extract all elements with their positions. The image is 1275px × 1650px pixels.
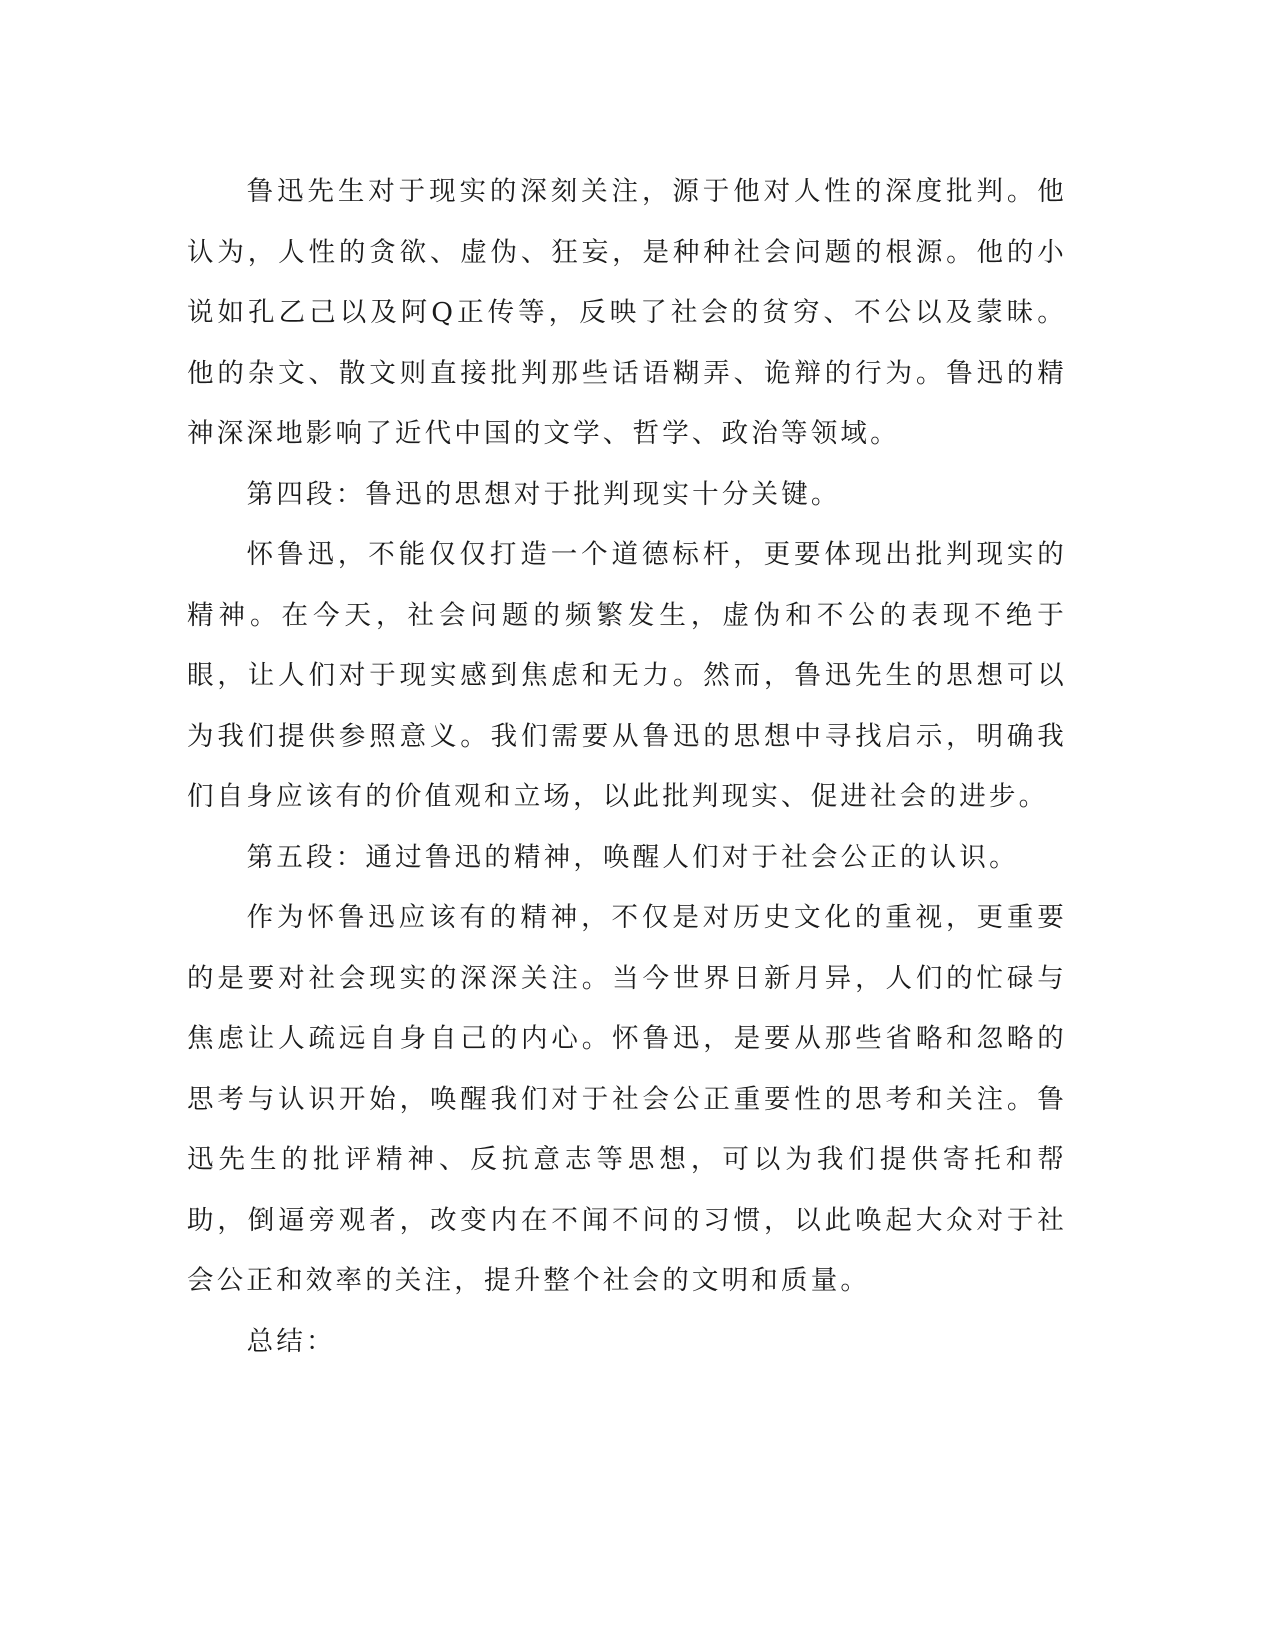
paragraph-criticizing-reality: 怀鲁迅，不能仅仅打造一个道德标杆，更要体现出批判现实的精神。在今天，社会问题的频繁发生，虚伪和不公的表现不绝于眼，让人们对于现实感到焦虑和无力。然而，鲁迅先生的思想可以为我们提供参照意义。我们需要从鲁迅的思想中寻找启示，明确我们自身应该有的价值观和立场，以此批判现实、促进社会的进步。 (187, 539, 1067, 812)
section-heading-4: 第四段：鲁迅的思想对于批判现实十分关键。 (246, 478, 841, 510)
summary-heading: 总结： (246, 1325, 336, 1357)
section-heading-5: 第五段：通过鲁迅的精神，唤醒人们对于社会公正的认识。 (246, 841, 1019, 873)
paragraph-social-justice: 作为怀鲁迅应该有的精神，不仅是对历史文化的重视，更重要的是要对社会现实的深深关注。当今世界日新月异，人们的忙碌与焦虑让人疏远自身自己的内心。怀鲁迅，是要从那些省略和忽略的思考与认识开始，唤醒我们对于社会公正重要性的思考和关注。鲁迅先生的批评精神、反抗意志等思想，可以为我们提供寄托和帮助，倒逼旁观者，改变内在不闻不问的习惯，以此唤起大众对于社会公正和效率的关注，提升整个社会的文明和质量。 (187, 902, 1067, 1296)
document-body (187, 162, 1067, 1372)
paragraph-luxun-critique-of-human-nature: 鲁迅先生对于现实的深刻关注，源于他对人性的深度批判。他认为，人性的贪欲、虚伪、狂妄，是种种社会问题的根源。他的小说如孔乙己以及阿Q正传等，反映了社会的贫穷、不公以及蒙昧。他的杂文、散文则直接批判那些话语糊弄、诡辩的行为。鲁迅的精神深深地影响了近代中国的文学、哲学、政治等领域。 (187, 176, 1067, 449)
